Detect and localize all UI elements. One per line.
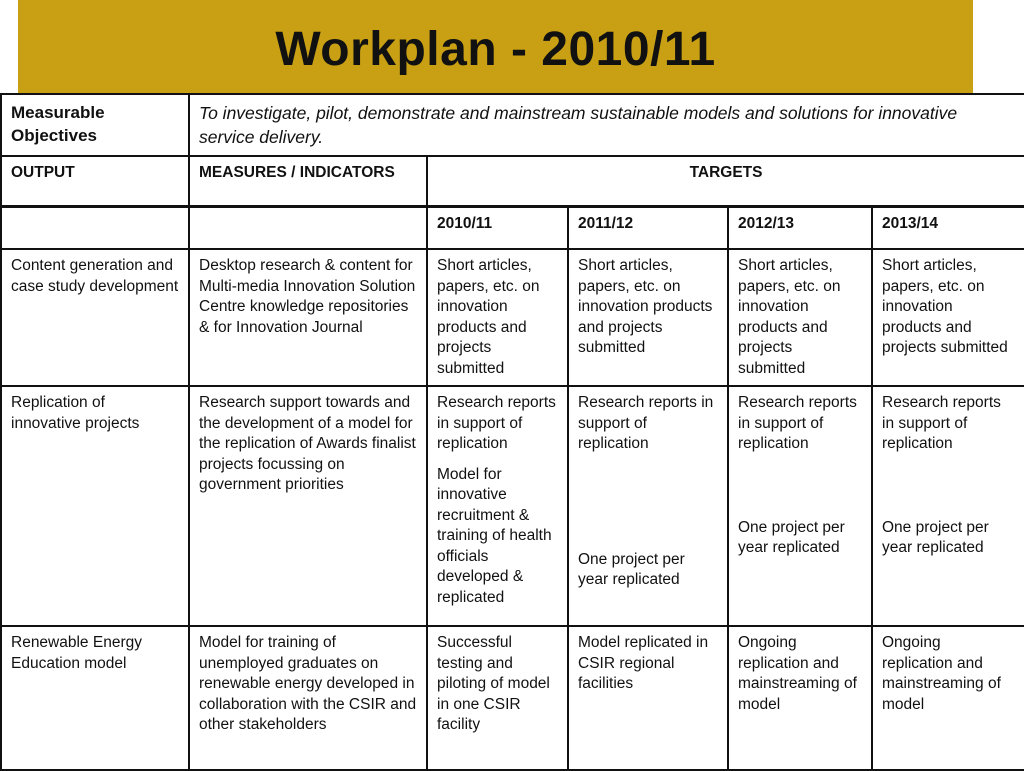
objectives-label: Measurable Objectives xyxy=(11,103,105,145)
header-measures: MEASURES / INDICATORS xyxy=(189,156,427,207)
slide-title: Workplan - 2010/11 xyxy=(275,23,716,76)
measures-cell: Research support towards and the development of a model for the replication of Awards finalist projects focussing on government priorities xyxy=(189,386,427,626)
target-text: One project per year replicated xyxy=(882,518,989,556)
header-output: OUTPUT xyxy=(1,156,189,207)
year-header: 2010/11 xyxy=(427,207,568,250)
target-text: One project per year replicated xyxy=(578,550,685,588)
target-cell xyxy=(427,386,568,626)
year-header: 2011/12 xyxy=(568,207,728,250)
table-row xyxy=(1,626,1024,770)
target-cell: Short articles, papers, etc. on innovation products and projects submitted xyxy=(568,249,728,386)
target-text: Research reports in support of replication xyxy=(738,394,857,452)
years-row xyxy=(1,207,1024,250)
target-cell: Ongoing replication and mainstreaming of model xyxy=(872,626,1024,770)
output-cell: Renewable Energy Education model xyxy=(1,626,189,770)
table-row xyxy=(1,249,1024,386)
objectives-text-cell xyxy=(189,94,1024,156)
target-cell: Successful testing and piloting of model in one CSIR facility xyxy=(427,626,568,770)
title-bar xyxy=(18,0,973,93)
year-header: 2013/14 xyxy=(872,207,1024,250)
target-text: Research reports in support of replication xyxy=(437,394,556,452)
years-empty-measures xyxy=(189,207,427,250)
target-text: One project per year replicated xyxy=(738,518,845,556)
target-text: Research reports in support of replication xyxy=(882,394,1001,452)
target-cell: Ongoing replication and mainstreaming of model xyxy=(728,626,872,770)
output-cell: Content generation and case study development xyxy=(1,249,189,386)
target-cell xyxy=(872,386,1024,626)
measures-cell: Desktop research & content for Multi-media Innovation Solution Centre knowledge repositories & for Innovation Journal xyxy=(189,249,427,386)
target-cell: Short articles, papers, etc. on innovation products and projects submitted xyxy=(728,249,872,386)
target-cell xyxy=(728,386,872,626)
measures-cell: Model for training of unemployed graduates on renewable energy developed in collaboration with the CSIR and other stakeholders xyxy=(189,626,427,770)
table-row xyxy=(1,386,1024,626)
target-cell xyxy=(568,386,728,626)
target-cell: Model replicated in CSIR regional facilities xyxy=(568,626,728,770)
year-header: 2012/13 xyxy=(728,207,872,250)
objectives-text: To investigate, pilot, demonstrate and mainstream sustainable models and solutions for innovative service delivery. xyxy=(199,103,958,147)
header-row xyxy=(1,156,1024,207)
years-empty-output xyxy=(1,207,189,250)
target-text: Model for innovative recruitment & training of health officials developed & replicated xyxy=(437,465,552,606)
workplan-table xyxy=(0,93,1024,771)
output-cell: Replication of innovative projects xyxy=(1,386,189,626)
target-cell: Short articles, papers, etc. on innovation products and projects submitted xyxy=(872,249,1024,386)
objectives-row xyxy=(1,94,1024,156)
target-text: Research reports in support of replication xyxy=(578,394,714,452)
header-targets: TARGETS xyxy=(427,156,1024,207)
objectives-label-cell xyxy=(1,94,189,156)
target-cell: Short articles, papers, etc. on innovation products and projects submitted xyxy=(427,249,568,386)
